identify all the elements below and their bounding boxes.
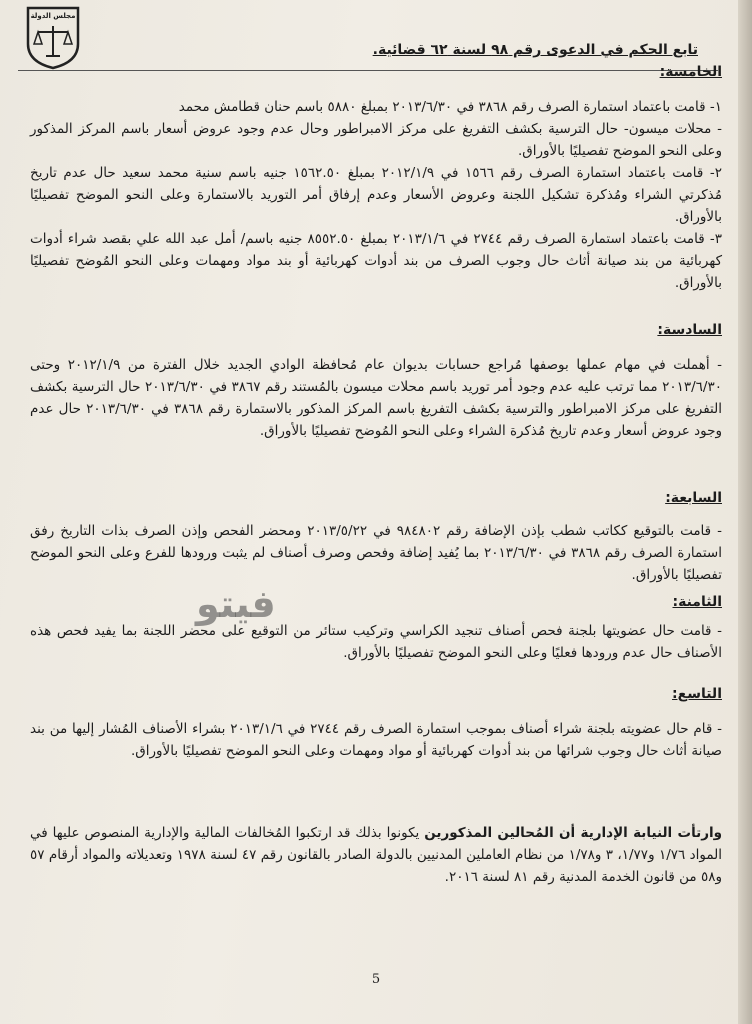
section-body-fifth xyxy=(30,96,722,294)
header-rule xyxy=(18,70,718,71)
section-title-fifth: الخامسة: xyxy=(659,64,722,80)
page-header: تابع الحكم في الدعوى رقم ٩٨ لسنة ٦٢ قضائية. xyxy=(372,42,698,58)
closing-lead: وارتأت النيابة الإدارية أن المُحالين المذكورين xyxy=(424,825,723,841)
section-body-seventh xyxy=(30,520,722,586)
paragraph: ١- قامت باعتماد استمارة الصرف رقم ٣٨٦٨ في ٢٠١٣/٦/٣٠ بمبلغ ٥٨٨٠ باسم حنان قطامش محمد xyxy=(178,99,722,115)
closing-rest: يكونوا بذلك قد ارتكبوا المُخالفات المالية والإدارية المنصوص عليها في المواد ١/٧٦ و١/٧٧، ٣ و١/٧٨ من نظام العاملين المدنيين بالدولة الصادر بالقانون رقم ٤٧ لسنة ١٩٧٨ وتعديلاته والمواد أرقام ٥٧ و٥٨ من قانون الخدمة المدنية رقم ٨١ لسنة ٢٠١٦. xyxy=(30,825,723,885)
paragraph: - أهملت في مهام عملها بوصفها مُراجع حسابات بديوان عام مُحافظة الوادي الجديد خلال الفترة من ٢٠١٢/١/٩ وحتى ٢٠١٣/٦/٣٠ مما ترتب عليه عدم وجود أمر توريد باسم محلات ميسون بالمُستند رقم ٣٨٦٧ في ٢٠١٣/٦/٣٠ حال الترسية بكشف التفريغ على مركز الامبراطور والترسية بكشف التفريغ باسم المركز المذكور بالاستمارة رقم ٣٨٦٨ في ٢٠١٣/٦/٣٠ حال عدم وجود عروض أسعار وعدم تاريخ مُذكرة الشراء وعلى النحو المُوضح تفصيليًا بالأوراق. xyxy=(30,357,722,439)
closing-paragraph xyxy=(30,822,722,888)
section-title-ninth: التاسع: xyxy=(672,686,722,702)
paragraph: - قامت بالتوقيع ككاتب شطب بإذن الإضافة رقم ٩٨٤٨٠٢ في ٢٠١٣/٥/٢٢ ومحضر الفحص وإذن الصرف بذات التاريخ رفق استمارة الصرف رقم ٣٨٦٨ في ٢٠١٣/٦/٣٠ بما يُفيد إضافة وفحص وصرف أصناف لم يثبت ورودها للفرع وعلى النحو الموضح تفصيليًا بالأوراق. xyxy=(30,523,722,583)
watermark-logo: فيتو xyxy=(196,582,276,626)
seal-caption: مجلس الدولة xyxy=(30,12,76,20)
paragraph: - قام حال عضويته بلجنة شراء أصناف بموجب استمارة الصرف رقم ٢٧٤٤ في ٢٠١٣/١/٦ بشراء الأصناف المُشار إليها من بند صيانة أثاث حال وجوب شرائها من بند أدوات كهربائية أو مواد ومهمات وعلى النحو الموضح تفصيليًا بالأوراق. xyxy=(30,721,722,759)
paragraph: ٢- قامت باعتماد استمارة الصرف رقم ١٥٦٦ في ٢٠١٢/١/٩ بمبلغ ١٥٦٢.٥٠ جنيه باسم سنية محمد سعيد حال عدم تاريخ مُذكرتي الشراء ومُذكرة تشكيل اللجنة وعروض الأسعار وعدم إرفاق أمر التوريد بالاستمارة وعلى النحو الموضح تفصيليًا بالأوراق. xyxy=(30,165,722,225)
section-title-eighth: الثامنة: xyxy=(672,594,722,610)
section-body-sixth xyxy=(30,354,722,442)
paragraph: ٣- قامت باعتماد استمارة الصرف رقم ٢٧٤٤ في ٢٠١٣/١/٦ بمبلغ ٨٥٥٢.٥٠ جنيه باسم/ أمل عبد الله علي بقصد شراء أدوات كهربائية من بند صيانة أثاث حال وجوب الصرف من بند أدوات كهربائية أو بند مواد ومهمات وعلى النحو المُوضح تفصيليًا بالأوراق. xyxy=(30,231,722,291)
page-edge-shadow xyxy=(738,0,752,1024)
page-number: 5 xyxy=(371,972,381,987)
section-title-sixth: السادسة: xyxy=(657,322,722,338)
section-title-seventh: السابعة: xyxy=(665,490,722,506)
closing-text xyxy=(30,822,722,888)
paragraph: - محلات ميسون- حال الترسية بكشف التفريغ على مركز الامبراطور وحال عدم وجود عروض أسعار باسم المركز المذكور وعلى النحو الموضح تفصيليًا بالأوراق. xyxy=(30,121,722,159)
section-body-ninth xyxy=(30,718,722,762)
section-body-eighth xyxy=(30,620,722,664)
paragraph: - قامت حال عضويتها بلجنة فحص أصناف تنجيد الكراسي وتركيب ستائر من التوقيع على محضر اللجنة بما يفيد فحص هذه الأصناف حال عدم ورودها فعليًا وعلى النحو الموضح تفصيليًا بالأوراق. xyxy=(30,623,722,661)
